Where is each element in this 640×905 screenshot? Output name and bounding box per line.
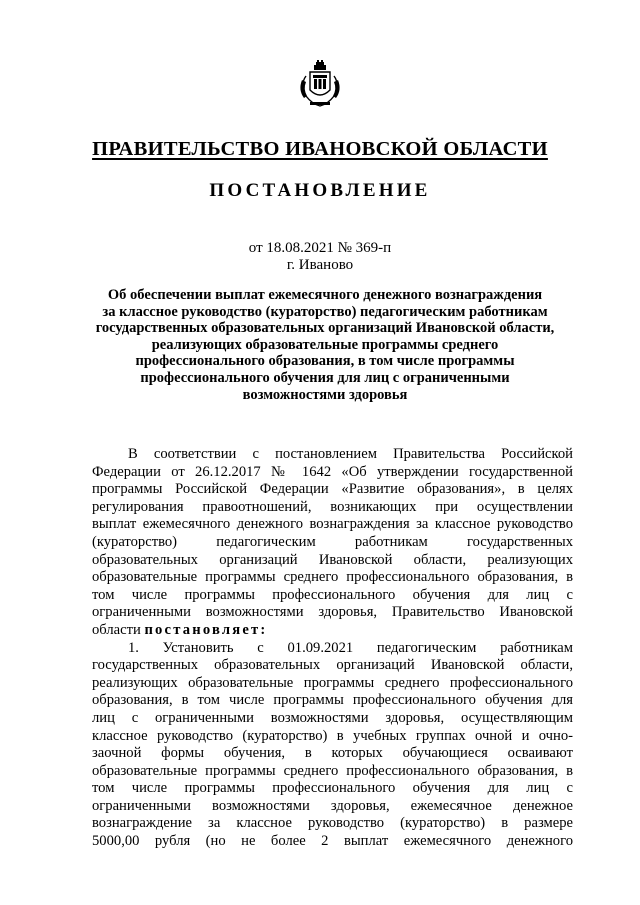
title-line: за классное руководство (кураторство) педагогическим работникам — [102, 303, 548, 320]
title-line: профессионального обучения для лиц с ограниченными — [140, 369, 510, 386]
body-line: выплат ежемесячного денежного вознаграждения за классное руководство — [92, 516, 573, 533]
resolution-word: постановляет: — [144, 621, 268, 638]
title-line: возможностями здоровья — [242, 386, 408, 403]
document-title — [70, 287, 580, 403]
body-line: лиц с ограниченными возможностями здоровья, осуществляющим — [92, 709, 573, 726]
body-line: образования, в том числе программы профессионального обучения для — [92, 692, 573, 709]
body-line: ограниченными возможностями здоровья, Правительство Ивановской — [92, 604, 573, 621]
title-line: профессионального образования, в том числе программы — [135, 353, 515, 370]
body-line: том числе программы профессионального обучения для лиц с — [92, 780, 573, 797]
body-line: программы Российской Федерации «Развитие образования», в целях — [92, 481, 573, 498]
body-line: государственных образовательных организаций Ивановской области, — [92, 657, 573, 674]
body-line: В соответствии с постановлением Правительства Российской — [128, 446, 573, 462]
body-line: классное руководство (кураторство) в учебных группах очной и очно- — [92, 727, 573, 744]
body-line: 1. Установить с 01.09.2021 педагогическим работникам — [128, 639, 573, 656]
closing-line — [92, 622, 573, 640]
document-kind: ПОСТАНОВЛЕНИЕ — [209, 180, 431, 201]
body-line: Федерации от 26.12.2017 № 1642 «Об утверждении государственной — [92, 463, 573, 480]
title-line: государственных образовательных организаций Ивановской области, — [95, 320, 555, 337]
body-line: образовательные программы среднего профессионального образования, в — [92, 762, 573, 779]
body-line: ограниченными возможностями здоровья, ежемесячное денежное — [92, 797, 573, 814]
date-number: от 18.08.2021 № 369-п — [248, 240, 392, 256]
date-and-place — [0, 240, 640, 274]
body-line: (кураторство) педагогическим работникам государственных — [92, 533, 573, 550]
coat-of-arms-icon — [298, 60, 342, 108]
closing-prefix: области — [92, 621, 145, 638]
document-body — [92, 446, 573, 851]
body-line: заочной формы обучения, в которых обучающиеся осваивают — [92, 745, 573, 762]
body-line: том числе программы профессионального обучения для лиц с — [92, 586, 573, 603]
body-line: вознаграждение за классное руководство (кураторство) в размере — [92, 815, 573, 832]
title-line: реализующих образовательные программы среднего — [151, 336, 499, 353]
body-line: образовательные программы среднего профессионального образования, в — [92, 569, 573, 586]
body-line: регулирования правоотношений, возникающих при осуществлении — [92, 498, 573, 515]
body-line: реализующих образовательные программы среднего профессионального — [92, 674, 573, 691]
government-name: ПРАВИТЕЛЬСТВО ИВАНОВСКОЙ ОБЛАСТИ — [92, 138, 548, 160]
city: г. Иваново — [286, 257, 354, 273]
title-line: Об обеспечении выплат ежемесячного денежного вознаграждения — [107, 287, 543, 303]
body-line: образовательных организаций Ивановской области, реализующих — [92, 551, 573, 568]
body-line: 5000,00 рубля (но не более 2 выплат ежемесячного денежного — [92, 833, 573, 850]
